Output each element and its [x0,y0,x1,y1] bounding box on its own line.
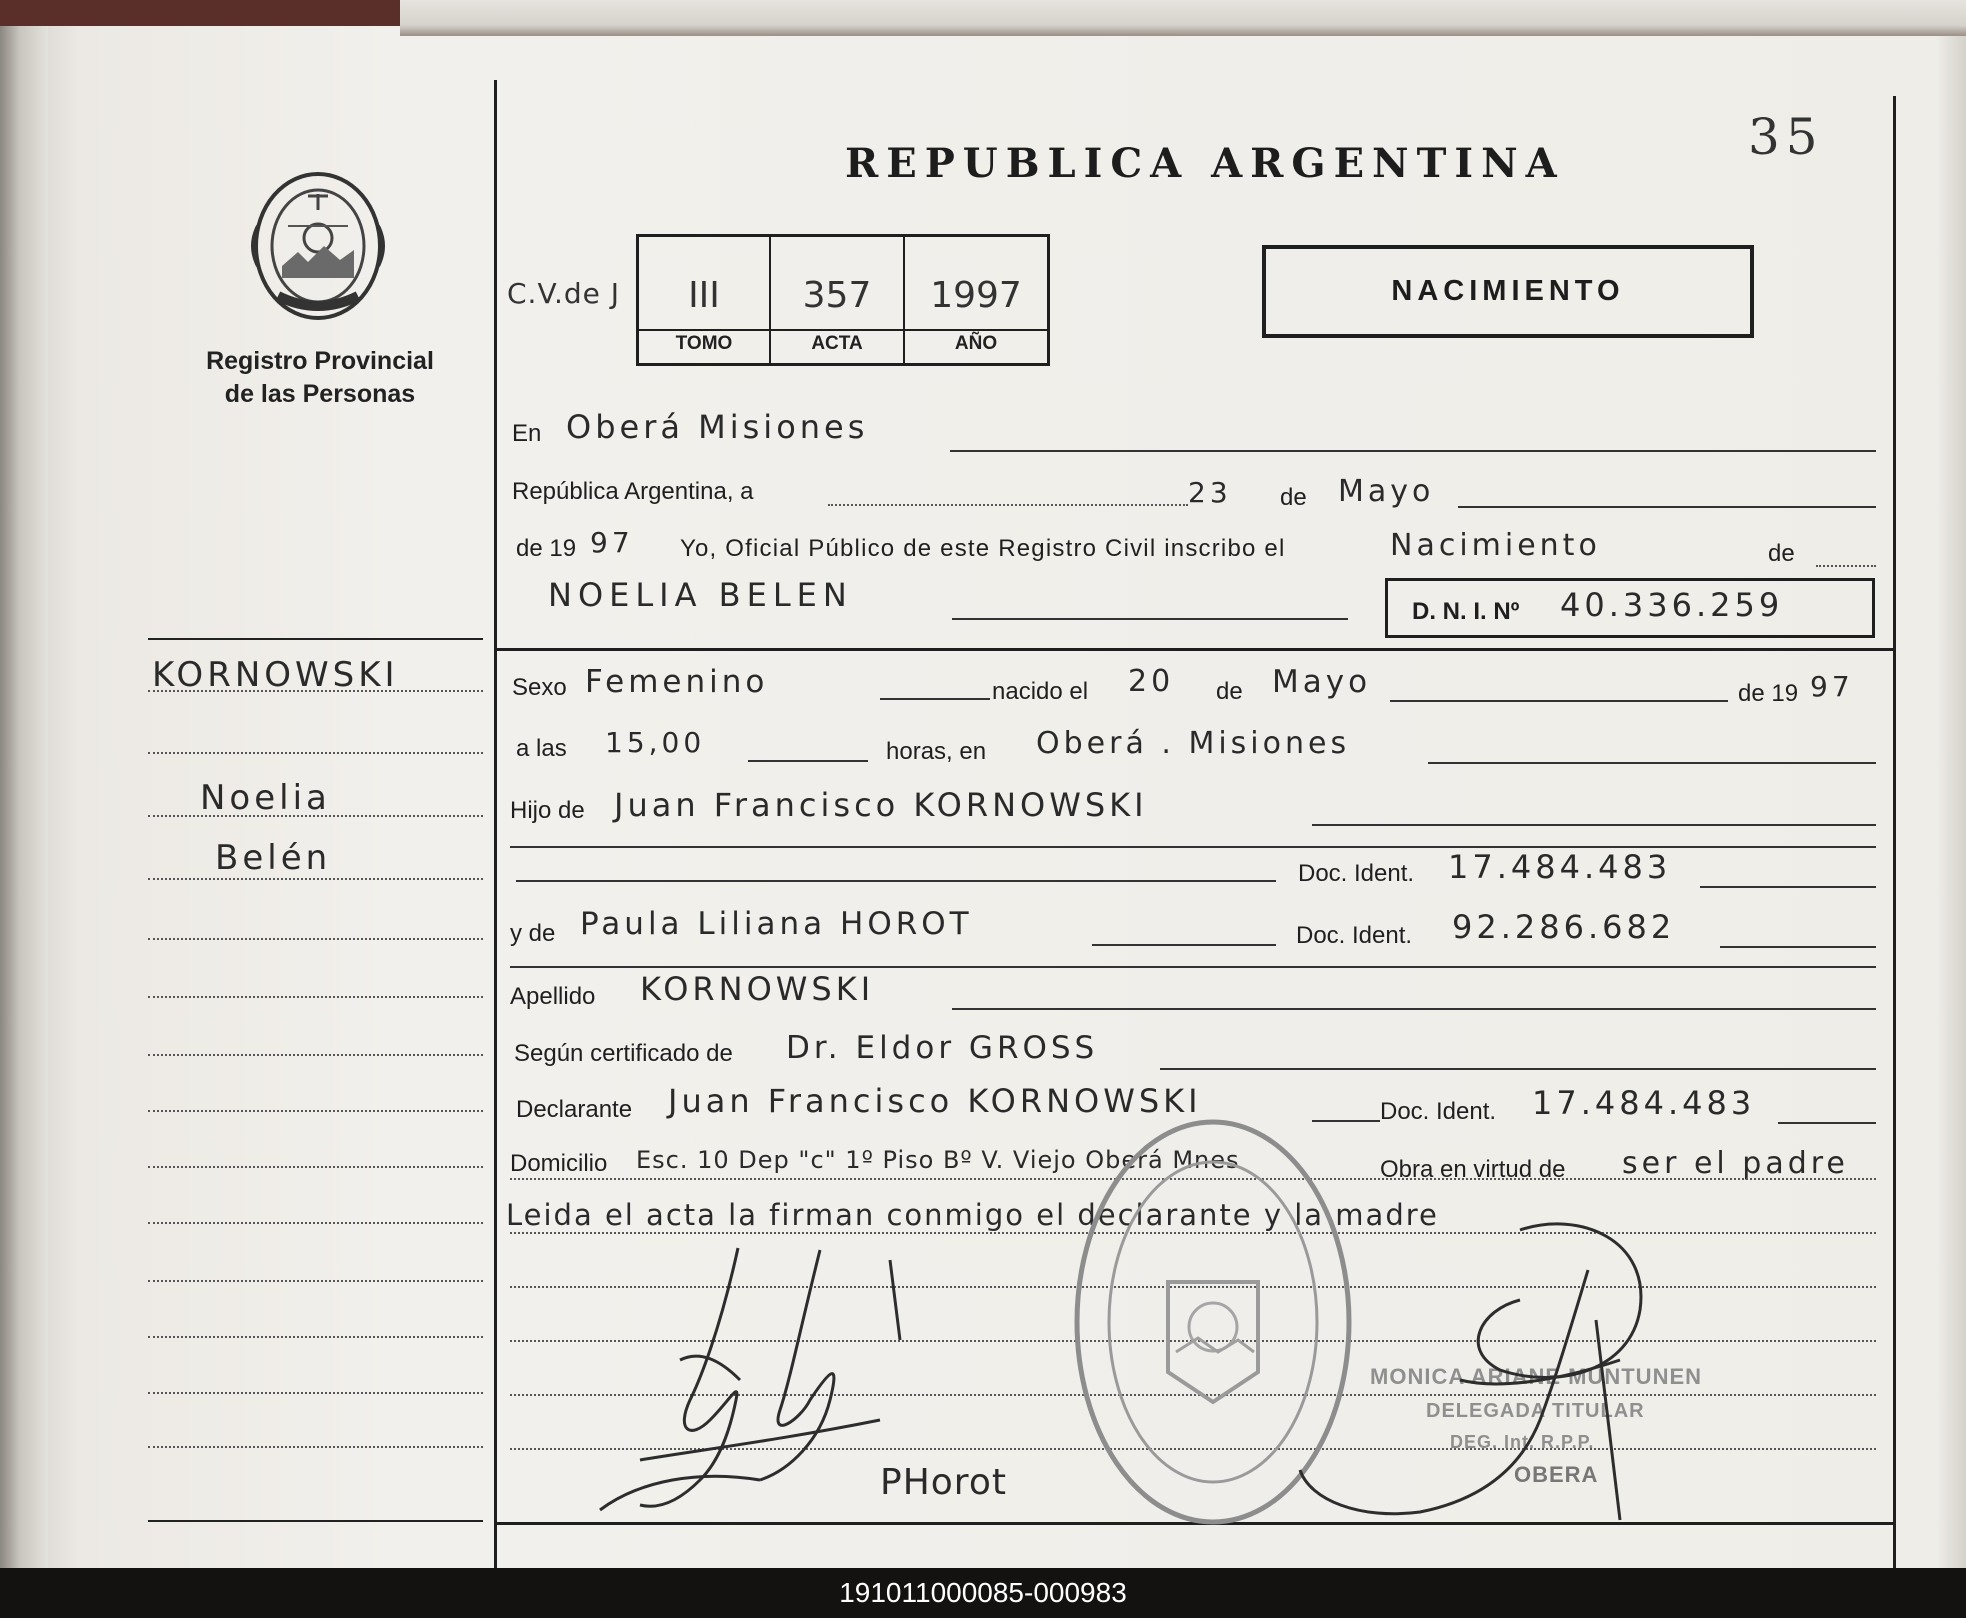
margin-line [148,752,483,754]
organization-line-1: Registro Provincial [206,347,434,375]
father-doc-value: 17.484.483 [1448,848,1672,886]
de-label-1: de [1280,484,1307,511]
line-father-continuation [516,880,1276,882]
line-declarante-doc [1778,1122,1876,1124]
line-event [1816,565,1876,567]
line-mother [1092,944,1276,946]
name-value: NOELIA BELEN [548,576,853,614]
de-label-3: de [1216,678,1243,705]
day-value: 23 [1188,476,1232,509]
margin-divider [148,638,483,640]
organization-line-2: de las Personas [224,380,416,408]
declarante-doc-label: Doc. Ident. [1380,1098,1497,1125]
acta-label: ACTA [811,333,863,354]
father-doc-label: Doc. Ident. [1298,860,1415,887]
mother-value: Paula Liliana HOROT [580,906,973,942]
line-doctor [1160,1068,1876,1070]
a-las-label: a las [516,735,567,762]
page-top-edge [400,0,1966,36]
footer-bar [0,1568,1966,1618]
official-name: MONICA ARIANE MUNTUNEN [1370,1364,1703,1389]
line-sex [880,698,990,700]
republica-label: República Argentina, a [512,478,754,505]
yde-label: y de [510,920,556,947]
official-stamp-icon [1068,1112,1358,1532]
frame-left-border [494,80,497,1568]
sexo-label: Sexo [512,674,567,701]
sex-value: Femenino [585,664,769,700]
margin-given-name-2: Belén [215,838,332,878]
margin-line [148,878,483,880]
line-month [1458,506,1876,508]
line-father-doc [1700,886,1876,888]
mother-doc-label: Doc. Ident. [1296,922,1413,949]
margin-line [148,1166,483,1168]
section-divider [494,648,1894,651]
birth-year-suffix: 97 [1810,670,1854,703]
time-value: 15,00 [605,726,706,759]
page-edge [0,0,48,1568]
margin-line [148,1110,483,1112]
de19-label-2: de 19 [1738,680,1799,707]
birth-month-value: Mayo [1272,664,1372,700]
dni-value: 40.336.259 [1560,586,1784,624]
declarante-label: Declarante [516,1096,633,1123]
tomo-cell [639,237,771,363]
de19-label-1: de 19 [516,535,577,562]
official-title: DELEGADA TITULAR [1426,1400,1645,1422]
apellido-value: KORNOWSKI [640,970,875,1008]
cv-note: C.V.de J [507,277,621,310]
place-value: Oberá Misiones [566,408,869,446]
margin-line [148,1392,483,1394]
margin-bottom-line [148,1520,483,1522]
line-mother-extra [510,966,1876,968]
official-office: DEG. Int. R.P.P. [1450,1432,1595,1452]
year-suffix-1: 97 [590,526,634,559]
record-type: NACIMIENTO [1391,275,1625,307]
line-place [950,450,1876,452]
acta-value: 357 [802,275,872,316]
father-value: Juan Francisco KORNOWSKI [614,786,1148,824]
line-name [952,618,1348,620]
hijo-label: Hijo de [510,797,585,824]
line-father [1312,824,1876,826]
margin-line [148,1280,483,1282]
birth-day-value: 20 [1128,664,1175,699]
doctor-value: Dr. Eldor GROSS [786,1030,1099,1066]
declarante-value: Juan Francisco KORNOWSKI [668,1082,1202,1120]
ano-label: AÑO [954,333,998,354]
margin-surname: KORNOWSKI [152,655,399,695]
tomo-label: TOMO [675,333,733,354]
record-type-box [1262,245,1754,338]
line-mother-doc [1720,946,1876,948]
reading-note: Leida el acta la firman conmigo el declarante y la madre [506,1198,1439,1232]
ano-cell [905,237,1047,363]
organization-label [190,345,450,411]
book-cover-corner [0,0,400,26]
margin-line [148,1054,483,1056]
domicilio-label: Domicilio [510,1150,608,1177]
page-title: REPUBLICA ARGENTINA [845,140,1565,187]
cell-divider [639,329,769,331]
line-birth-place [1428,762,1876,764]
month-value: Mayo [1338,474,1435,509]
mother-doc-value: 92.286.682 [1452,908,1676,946]
line-birth-month [1390,700,1728,702]
registry-box [636,234,1050,366]
official-city: OBERA [1514,1462,1599,1487]
segun-label: Según certificado de [514,1040,733,1067]
margin-line [148,996,483,998]
page-right-edge [1936,36,1966,1568]
margin-given-name-1: Noelia [200,778,331,818]
line-time [748,760,868,762]
acta-cell [771,237,905,363]
event-value: Nacimiento [1390,528,1601,563]
cell-divider [771,329,903,331]
ano-value: 1997 [930,275,1022,316]
cell-divider [905,329,1047,331]
dni-label: D. N. I. Nº [1412,598,1520,625]
document-id: 191011000085-000983 [839,1577,1127,1608]
mother-signature-text: PHorot [880,1462,1007,1503]
tomo-value: III [688,275,720,316]
obra-label: Obra en virtud de [1380,1156,1566,1183]
margin-line [148,1446,483,1448]
nacido-label: nacido el [992,678,1089,705]
margin-line [148,1336,483,1338]
page-number: 35 [1748,108,1824,166]
obra-value: ser el padre [1622,1146,1849,1181]
horas-label: horas, en [886,738,987,765]
en-label: En [512,420,542,447]
declarante-doc-value: 17.484.483 [1532,1084,1756,1122]
oficial-text: Yo, Oficial Público de este Registro Civil inscribo el [680,535,1286,562]
apellido-label: Apellido [510,983,596,1010]
provincial-seal-icon [248,166,388,326]
frame-right-border [1893,96,1896,1568]
line-day [828,504,1188,506]
margin-line [148,1222,483,1224]
de-label-2: de [1768,540,1795,567]
birth-place-value: Oberá . Misiones [1036,726,1351,761]
domicilio-value: Esc. 10 Dep "c" 1º Piso Bº V. Viejo Oberá Mnes [636,1146,1240,1174]
margin-line [148,938,483,940]
line-apellido [952,1008,1876,1010]
